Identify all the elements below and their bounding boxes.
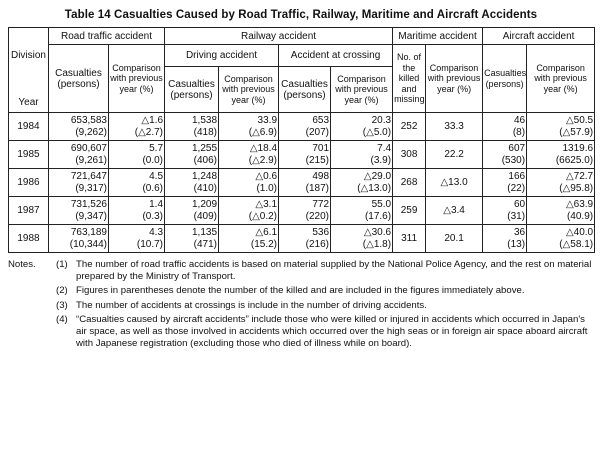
aircraft-comparison-cell	[527, 169, 595, 197]
cell-value: △30.6	[363, 226, 392, 238]
year-cell: 1987	[9, 197, 49, 225]
road-casualties-cell	[49, 197, 109, 225]
road-traffic-header: Road traffic accident	[49, 28, 165, 45]
note-number: (2)	[56, 285, 68, 297]
road-comparison-cell	[109, 169, 165, 197]
division-header: Division	[9, 45, 49, 67]
cell-value: 4.5	[149, 170, 164, 182]
aircraft-casualties-header: Casualties (persons)	[483, 45, 527, 113]
cell-value: 1,135	[191, 226, 218, 238]
cell-value: 33.9	[257, 114, 278, 126]
cell-killed-value: (0.3)	[142, 210, 164, 222]
cell-killed-value: (△13.0)	[357, 182, 392, 194]
cell-value: 607	[508, 142, 526, 154]
road-casualties-header: Casualties (persons)	[49, 45, 109, 113]
maritime-comparison-cell: 33.3	[426, 113, 483, 141]
table-row	[9, 113, 595, 141]
note-text: The number of accidents at crossings is include in the number of driving accidents.	[76, 299, 427, 311]
cell-value: △18.4	[249, 142, 278, 154]
aircraft-comparison-header: Comparison with previous year (%)	[527, 45, 595, 113]
cell-value: 690,607	[70, 142, 107, 154]
division-header-top	[9, 28, 49, 45]
aircraft-casualties-cell	[483, 169, 527, 197]
cell-value: 5.7	[149, 142, 164, 154]
crossing-comparison-cell	[331, 113, 393, 141]
cell-value: 731,526	[70, 198, 107, 210]
table-row	[9, 197, 595, 225]
cell-value: △40.0	[565, 226, 594, 238]
cell-value: 721,647	[70, 170, 107, 182]
cell-killed-value: (530)	[501, 154, 526, 166]
crossing-accident-header: Accident at crossing	[279, 45, 393, 67]
cell-killed-value: (9,261)	[75, 154, 107, 166]
driving-comparison-cell	[219, 197, 279, 225]
cell-value: 653,583	[70, 114, 107, 126]
driving-comparison-cell	[219, 113, 279, 141]
aircraft-comparison-cell	[527, 141, 595, 169]
cell-value: 60	[513, 198, 526, 210]
cell-killed-value: (8)	[512, 126, 526, 138]
year-cell: 1985	[9, 141, 49, 169]
note-item	[8, 259, 594, 282]
crossing-casualties-cell	[279, 197, 331, 225]
casualties-table	[8, 27, 595, 253]
cell-value: 498	[312, 170, 330, 182]
driving-casualties-cell	[165, 169, 219, 197]
cell-killed-value: (15.2)	[250, 238, 278, 250]
driving-comparison-cell	[219, 169, 279, 197]
maritime-killed-cell: 308	[393, 141, 426, 169]
road-comparison-cell	[109, 141, 165, 169]
crossing-casualties-header: Casualties (persons)	[279, 67, 331, 113]
cell-value: 701	[312, 142, 330, 154]
cell-killed-value: (△5.0)	[362, 126, 392, 138]
notes-section	[8, 259, 594, 349]
cell-value: 4.3	[149, 226, 164, 238]
cell-killed-value: (△0.2)	[248, 210, 278, 222]
cell-value: 1,248	[191, 170, 218, 182]
cell-value: △1.6	[141, 114, 164, 126]
cell-value: 1,255	[191, 142, 218, 154]
maritime-killed-cell: 311	[393, 225, 426, 253]
maritime-header: Maritime accident	[393, 28, 483, 45]
driving-comparison-cell	[219, 225, 279, 253]
maritime-comparison-cell: △3.4	[426, 197, 483, 225]
cell-killed-value: (△2.9)	[248, 154, 278, 166]
maritime-comparison-header: Comparison with previous year (%)	[426, 45, 483, 113]
cell-killed-value: (△57.9)	[559, 126, 594, 138]
driving-casualties-header: Casualties (persons)	[165, 67, 219, 113]
note-text: “Casualties caused by aircraft accidents” include those who were killed or injured in accidents which occurred in Japan's air space, as well as those involved in accidents which occurred over the high seas or in foreign air space aboard aircraft with Japanese registration (excluding those who died of illness while on board).	[76, 314, 588, 349]
driving-accident-header: Driving accident	[165, 45, 279, 67]
note-item	[8, 300, 594, 312]
cell-value: 36	[513, 226, 526, 238]
maritime-killed-cell: 252	[393, 113, 426, 141]
driving-casualties-cell	[165, 113, 219, 141]
notes-label: Notes.	[8, 259, 36, 270]
cell-value: △0.6	[255, 170, 278, 182]
road-casualties-cell	[49, 141, 109, 169]
note-item	[8, 285, 594, 297]
cell-value: 7.4	[377, 142, 392, 154]
cell-killed-value: (3.9)	[370, 154, 392, 166]
table-row	[9, 169, 595, 197]
crossing-casualties-cell	[279, 225, 331, 253]
cell-killed-value: (31)	[507, 210, 526, 222]
road-casualties-cell	[49, 113, 109, 141]
cell-killed-value: (220)	[305, 210, 330, 222]
crossing-comparison-cell	[331, 169, 393, 197]
cell-killed-value: (△2.7)	[134, 126, 164, 138]
cell-killed-value: (△58.1)	[559, 238, 594, 250]
crossing-comparison-cell	[331, 225, 393, 253]
note-text: Figures in parentheses denote the number of the killed and are included in the figures immediately above.	[76, 285, 525, 297]
cell-killed-value: (410)	[193, 182, 218, 194]
cell-killed-value: (22)	[507, 182, 526, 194]
driving-comparison-cell	[219, 141, 279, 169]
crossing-comparison-cell	[331, 197, 393, 225]
maritime-comparison-cell: 22.2	[426, 141, 483, 169]
maritime-killed-cell: 259	[393, 197, 426, 225]
cell-killed-value: (10.7)	[136, 238, 164, 250]
table-row	[9, 225, 595, 253]
year-header: Year	[9, 67, 49, 113]
note-item	[8, 314, 594, 349]
table-row	[9, 141, 595, 169]
cell-value: 1,538	[191, 114, 218, 126]
cell-value: 536	[312, 226, 330, 238]
maritime-comparison-cell: 20.1	[426, 225, 483, 253]
cell-value: 166	[508, 170, 526, 182]
cell-value: 1319.6	[562, 142, 594, 154]
cell-value: 653	[312, 114, 330, 126]
crossing-casualties-cell	[279, 113, 331, 141]
table-body	[9, 113, 595, 253]
cell-value: 1.4	[149, 198, 164, 210]
note-text: The number of road traffic accidents is based on material supplied by the National Police Agency, and the rest on material prepared by the Ministry of Transport.	[76, 259, 592, 282]
cell-value: △63.9	[565, 198, 594, 210]
cell-value: 20.3	[371, 114, 392, 126]
aircraft-casualties-cell	[483, 197, 527, 225]
aircraft-comparison-cell	[527, 113, 595, 141]
cell-value: △72.7	[565, 170, 594, 182]
crossing-casualties-cell	[279, 169, 331, 197]
crossing-casualties-cell	[279, 141, 331, 169]
cell-killed-value: (△6.9)	[248, 126, 278, 138]
cell-killed-value: (418)	[193, 126, 218, 138]
driving-comparison-header: Comparison with previous year (%)	[219, 67, 279, 113]
cell-killed-value: (216)	[305, 238, 330, 250]
driving-casualties-cell	[165, 141, 219, 169]
cell-killed-value: (471)	[193, 238, 218, 250]
year-cell: 1984	[9, 113, 49, 141]
road-casualties-cell	[49, 225, 109, 253]
cell-killed-value: (0.6)	[142, 182, 164, 194]
railway-header: Railway accident	[165, 28, 393, 45]
maritime-killed-header: No. of the killed and missing	[393, 45, 426, 113]
road-comparison-cell	[109, 113, 165, 141]
cell-killed-value: (△1.8)	[362, 238, 392, 250]
cell-value: 46	[513, 114, 526, 126]
note-number: (1)	[56, 259, 68, 270]
cell-killed-value: (9,262)	[75, 126, 107, 138]
cell-killed-value: (409)	[193, 210, 218, 222]
road-comparison-cell	[109, 225, 165, 253]
maritime-killed-cell: 268	[393, 169, 426, 197]
driving-casualties-cell	[165, 225, 219, 253]
cell-value: △3.1	[255, 198, 278, 210]
driving-casualties-cell	[165, 197, 219, 225]
year-cell: 1986	[9, 169, 49, 197]
cell-killed-value: (10,344)	[69, 238, 107, 250]
cell-killed-value: (0.0)	[142, 154, 164, 166]
cell-killed-value: (215)	[305, 154, 330, 166]
cell-value: 772	[312, 198, 330, 210]
cell-killed-value: (1.0)	[256, 182, 278, 194]
cell-value: △6.1	[255, 226, 278, 238]
aircraft-casualties-cell	[483, 113, 527, 141]
cell-killed-value: (40.9)	[566, 210, 594, 222]
cell-value: 55.0	[371, 198, 392, 210]
cell-value: △50.5	[565, 114, 594, 126]
aircraft-comparison-cell	[527, 225, 595, 253]
cell-value: 1,209	[191, 198, 218, 210]
cell-value: △29.0	[363, 170, 392, 182]
cell-killed-value: (13)	[507, 238, 526, 250]
aircraft-casualties-cell	[483, 141, 527, 169]
road-comparison-header: Comparison with previous year (%)	[109, 45, 165, 113]
crossing-comparison-cell	[331, 141, 393, 169]
year-cell: 1988	[9, 225, 49, 253]
aircraft-header: Aircraft accident	[483, 28, 595, 45]
road-casualties-cell	[49, 169, 109, 197]
cell-killed-value: (17.6)	[364, 210, 392, 222]
cell-killed-value: (9,347)	[75, 210, 107, 222]
cell-killed-value: (187)	[305, 182, 330, 194]
note-number: (3)	[56, 299, 68, 311]
maritime-comparison-cell: △13.0	[426, 169, 483, 197]
aircraft-casualties-cell	[483, 225, 527, 253]
cell-value: 763,189	[70, 226, 107, 238]
cell-killed-value: (207)	[305, 126, 330, 138]
cell-killed-value: (6625.0)	[555, 154, 594, 166]
crossing-comparison-header: Comparison with previous year (%)	[331, 67, 393, 113]
table-title: Table 14 Casualties Caused by Road Traffic, Railway, Maritime and Aircraft Accidents	[64, 9, 538, 21]
note-number: (4)	[56, 314, 68, 326]
road-comparison-cell	[109, 197, 165, 225]
cell-killed-value: (9,317)	[75, 182, 107, 194]
aircraft-comparison-cell	[527, 197, 595, 225]
cell-killed-value: (△95.8)	[559, 182, 594, 194]
cell-killed-value: (406)	[193, 154, 218, 166]
